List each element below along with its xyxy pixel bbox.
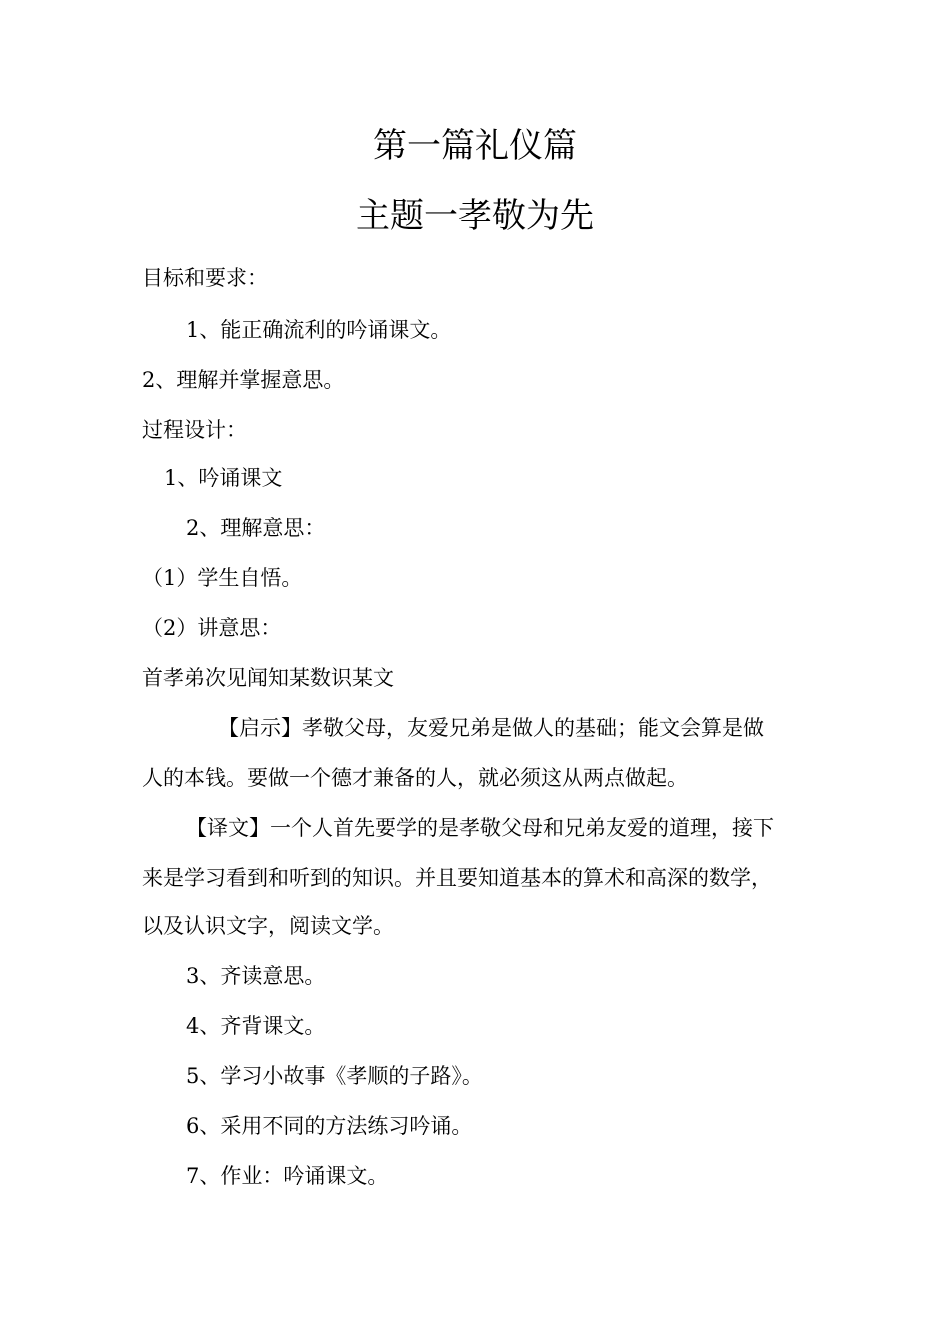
insight-line-2: 人的本钱。要做一个德才兼备的人，就必须这从两点做起。 [142,766,688,790]
page-title: 第一篇礼仪篇 [373,126,577,166]
process-step-5: 5、学习小故事《孝顺的子路》。 [186,1064,483,1088]
page-subtitle: 主题一孝敬为先 [356,196,594,236]
process-substep-2: （2）讲意思： [142,616,282,640]
goal-item-2: 2、理解并掌握意思。 [142,368,345,392]
process-substep-1: （1）学生自悟。 [142,566,303,590]
process-step-3: 3、齐读意思。 [186,964,326,988]
translation-line-2: 来是学习看到和听到的知识。并且要知道基本的算术和高深的数学， [142,866,772,890]
process-step-4: 4、齐背课文。 [186,1014,326,1038]
process-step-1: 1、吟诵课文 [164,466,283,490]
process-step-6: 6、采用不同的方法练习吟诵。 [186,1114,473,1138]
process-step-2: 2、理解意思： [186,516,326,540]
translation-line-1: 【译文】一个人首先要学的是孝敬父母和兄弟友爱的道理，接下 [186,816,774,840]
goals-heading: 目标和要求： [142,266,268,290]
goal-item-1: 1、能正确流利的吟诵课文。 [186,318,452,342]
process-step-7: 7、作业：吟诵课文。 [186,1164,389,1188]
process-heading: 过程设计： [142,418,247,442]
verse-text: 首孝弟次见闻知某数识某文 [142,666,394,690]
insight-line-1: 【启示】孝敬父母，友爱兄弟是做人的基础；能文会算是做 [218,716,764,740]
translation-line-3: 以及认识文字，阅读文学。 [142,914,394,938]
